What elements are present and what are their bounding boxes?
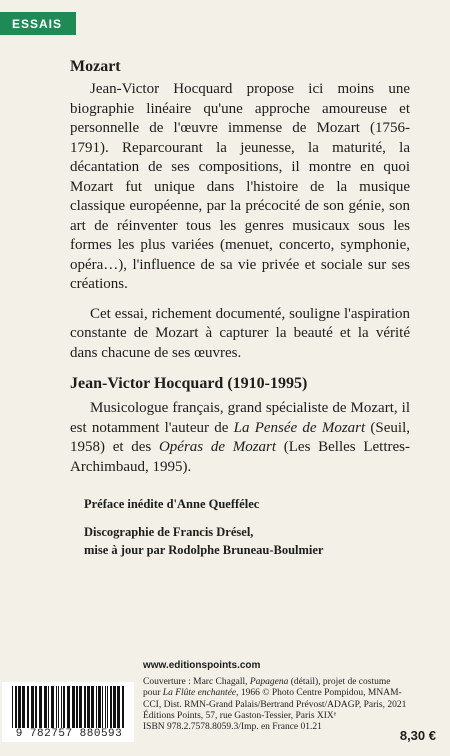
barcode-bar [22, 686, 25, 728]
barcode-bar [122, 686, 124, 728]
barcode-bar [31, 686, 34, 728]
price: 8,30 € [399, 728, 436, 743]
barcode-bar [84, 686, 86, 728]
barcode-bars [12, 686, 124, 728]
summary-paragraph-2: Cet essai, richement documenté, souligne l'aspiration constante de Mozart à capturer la beauté et la vérité dans chacune de ses œuvres. [70, 305, 410, 361]
barcode-bar [58, 686, 59, 728]
barcode-bar [39, 686, 42, 728]
barcode-bar [15, 686, 17, 728]
barcode-bar [56, 686, 57, 728]
barcode-bar [107, 686, 108, 728]
barcode-bar [67, 686, 70, 728]
publisher-address: Éditions Points, 57, rue Gaston-Tessier, Paris XIXᵉ [143, 710, 337, 721]
discography-update-credit: mise à jour par Rodolphe Bruneau-Boulmier [84, 543, 324, 557]
work-title-2: Opéras de Mozart [158, 439, 277, 455]
author-heading: Jean-Victor Hocquard (1910-1995) [70, 375, 308, 392]
barcode [2, 682, 134, 742]
barcode-bar [51, 686, 54, 728]
book-title: Mozart [70, 58, 121, 75]
painting-title: Papagena [249, 677, 289, 687]
barcode-number: 9 782757 880593 [15, 728, 123, 740]
opera-title: La Flûte enchantée [162, 688, 237, 699]
edition-credits [84, 495, 410, 559]
barcode-bar [98, 686, 101, 728]
barcode-bar [27, 686, 29, 728]
work-title-1: La Pensée de Mozart [233, 419, 366, 436]
barcode-bar [110, 686, 112, 728]
barcode-bar [117, 686, 120, 728]
summary-paragraph-1: Jean-Victor Hocquard propose ici moins une biographie linéaire qu'une approche amoureuse et personnelle de l'œuvre immense de Mozart (1756-1791). Reparcourant la jeunesse, la maturité, la décantation de ses compositions, il montre en quoi Mozart fut unique dans l'histoire de la musique classique européenne, par la précocité de son génie, son art de réinventer tous les genres musicaux sous les formes les plus variées (menuet, concerto, symphonie, opéra…), l'influence de sa vie privée et sociale sur ses créations. [70, 81, 410, 292]
barcode-bar [76, 686, 78, 728]
publisher-website: www.editionspoints.com [143, 660, 261, 671]
barcode-bar [96, 686, 97, 728]
barcode-bar [79, 686, 82, 728]
barcode-bar [72, 686, 75, 728]
author-bio: Musicologue français, grand spécialiste de Mozart, il est notamment l'auteur de La Pensée de Mozart (Seuil, 1958) et des Opéras de Mozart (Les Belles Lettres-Archimbaud, 1995). [70, 400, 410, 475]
barcode-bar [35, 686, 37, 728]
barcode-bar [91, 686, 94, 728]
preface-credit: Préface inédite d'Anne Queffélec [84, 497, 260, 511]
barcode-bar [102, 686, 103, 728]
barcode-bar [113, 686, 116, 728]
barcode-bar [61, 686, 62, 728]
isbn: ISBN 978.2.7578.8059.3/Imp. en France 01.21 [143, 722, 322, 733]
cover-credits: Couverture : Marc Chagall, Papagena (détail), projet de costume pour La Flûte enchantée, 1966 © Photo Centre Pompidou, MNAM-CCI, Dist. RMN-Grand Palais/Bertrand Prévost/ADAGP, Paris, 2021 Éditions Points, 57, rue Gaston-Tessier, Paris XIXᵉ ISBN 978.2.7578.8059.3/Imp. en France 01.21 [143, 677, 407, 733]
barcode-bar [105, 686, 106, 728]
barcode-bar [44, 686, 47, 728]
barcode-bar [63, 686, 65, 728]
barcode-bar [48, 686, 49, 728]
barcode-bar [12, 686, 13, 728]
barcode-bar [87, 686, 90, 728]
series-label: ESSAIS [0, 12, 76, 35]
discography-credit: Discographie de Francis Drésel, [84, 525, 254, 539]
barcode-bar [18, 686, 21, 728]
back-cover-text [70, 58, 410, 559]
